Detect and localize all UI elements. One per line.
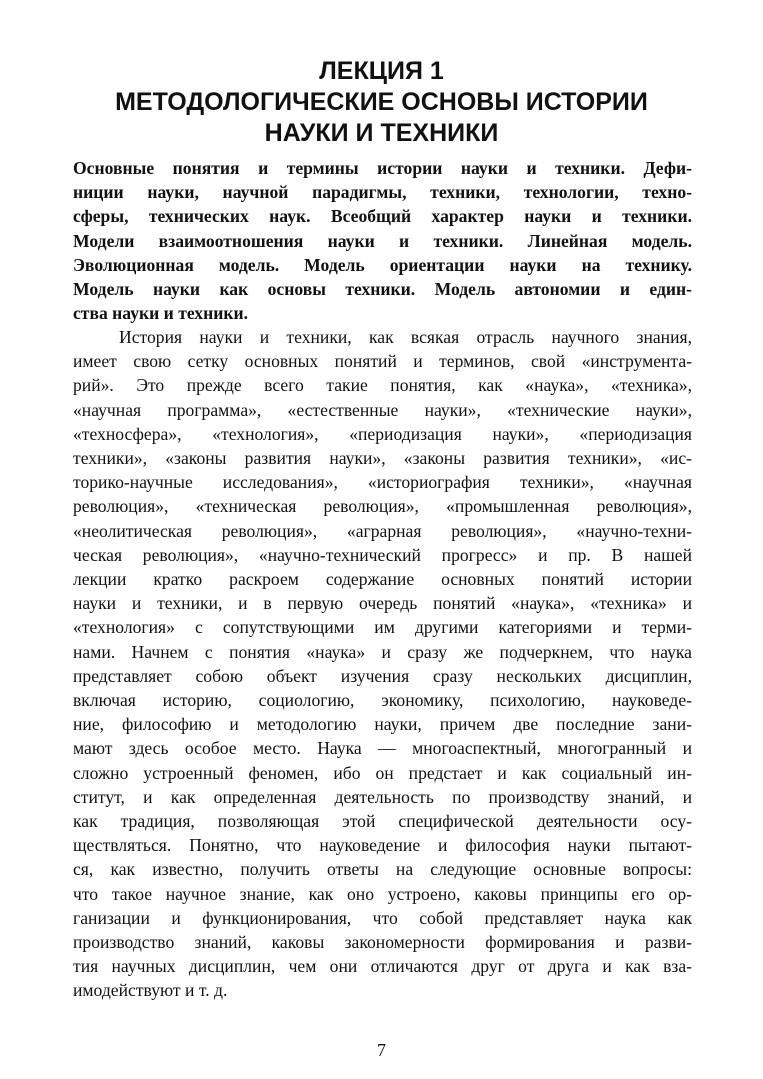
lecture-title-line: МЕТОДОЛОГИЧЕСКИЕ ОСНОВЫ ИСТОРИИ: [115, 88, 648, 116]
body-paragraph: [73, 325, 692, 1003]
body-line: ние, философию и методологию науки, причем две последние зани-: [73, 714, 692, 735]
body-line: техники», «законы развития науки», «законы развития техники», «ис-: [73, 448, 692, 469]
summary-line: Модели взаимоотношения науки и техники. Линейная модель.: [73, 230, 692, 251]
body-line: «неолитическая революция», «аграрная революция», «научно-техни-: [73, 520, 692, 541]
body-line: включая историю, социологию, экономику, психологию, науковеде-: [73, 690, 692, 711]
lecture-summary: [73, 156, 692, 325]
body-line: мают здесь особое место. Наука — многоаспектный, многогранный и: [73, 738, 692, 759]
body-line: лекции кратко раскроем содержание основных понятий истории: [73, 569, 692, 590]
body-line: имодействуют и т. д.: [73, 980, 228, 1001]
page-number: 7: [377, 1040, 386, 1060]
body-line: нами. Начнем с понятия «наука» и сразу же подчеркнем, что наука: [73, 641, 692, 662]
body-line: революция», «техническая революция», «промышленная революция»,: [73, 496, 692, 517]
summary-line: Эволюционная модель. Модель ориентации науки на технику.: [73, 254, 692, 275]
body-line: ся, как известно, получить ответы на следующие основные вопросы:: [73, 859, 692, 880]
summary-line: ства науки и техники.: [73, 303, 249, 324]
lecture-heading: [60, 56, 703, 149]
body-line: науки и техники, и в первую очередь понятий «наука», «техника» и: [73, 593, 692, 614]
summary-line: Основные понятия и термины истории науки и техники. Дефи-: [73, 158, 692, 178]
body-line: «технология» с сопутствующими им другими категориями и терми-: [73, 617, 692, 638]
body-line: ществляться. Понятно, что науковедение и философия науки пытают-: [73, 835, 692, 856]
summary-line: Модель науки как основы техники. Модель автономии и един-: [73, 279, 692, 300]
body-line: рий». Это прежде всего такие понятия, как «наука», «техника»,: [73, 375, 692, 396]
body-line: как традиция, позволяющая этой специфической деятельности осу-: [73, 811, 692, 832]
body-line: торико-научные исследования», «историография техники», «научная: [73, 472, 692, 493]
body-line: сложно устроенный феномен, ибо он предстает и как социальный ин-: [73, 762, 692, 783]
body-line: имеет свою сетку основных понятий и терминов, свой «инструмента-: [73, 351, 692, 372]
body-line: ческая революция», «научно-технический прогресс» и пр. В нашей: [73, 544, 692, 565]
body-line: представляет собою объект изучения сразу нескольких дисциплин,: [73, 665, 692, 686]
summary-line: сферы, технических наук. Всеобщий характер науки и техники.: [73, 206, 692, 227]
body-line: тия научных дисциплин, чем они отличаются друг от друга и как вза-: [73, 956, 692, 977]
body-line: «техносфера», «технология», «периодизация науки», «периодизация: [73, 423, 692, 444]
summary-line: ниции науки, научной парадигмы, техники, технологии, техно-: [73, 182, 692, 203]
body-line: производство знаний, каковы закономерности формирования и разви-: [73, 932, 692, 953]
body-line: что такое научное знание, как оно устроено, каковы принципы его ор-: [73, 883, 692, 904]
body-line: История науки и техники, как всякая отрасль научного знания,: [119, 327, 692, 347]
body-line: ганизации и функционирования, что собой представляет наука как: [73, 907, 692, 928]
body-line: ститут, и как определенная деятельность по производству знаний, и: [73, 786, 692, 807]
lecture-number: ЛЕКЦИЯ 1: [319, 57, 444, 85]
body-line: «научная программа», «естественные науки», «технические науки»,: [73, 399, 692, 420]
lecture-title-line: НАУКИ И ТЕХНИКИ: [264, 119, 499, 147]
